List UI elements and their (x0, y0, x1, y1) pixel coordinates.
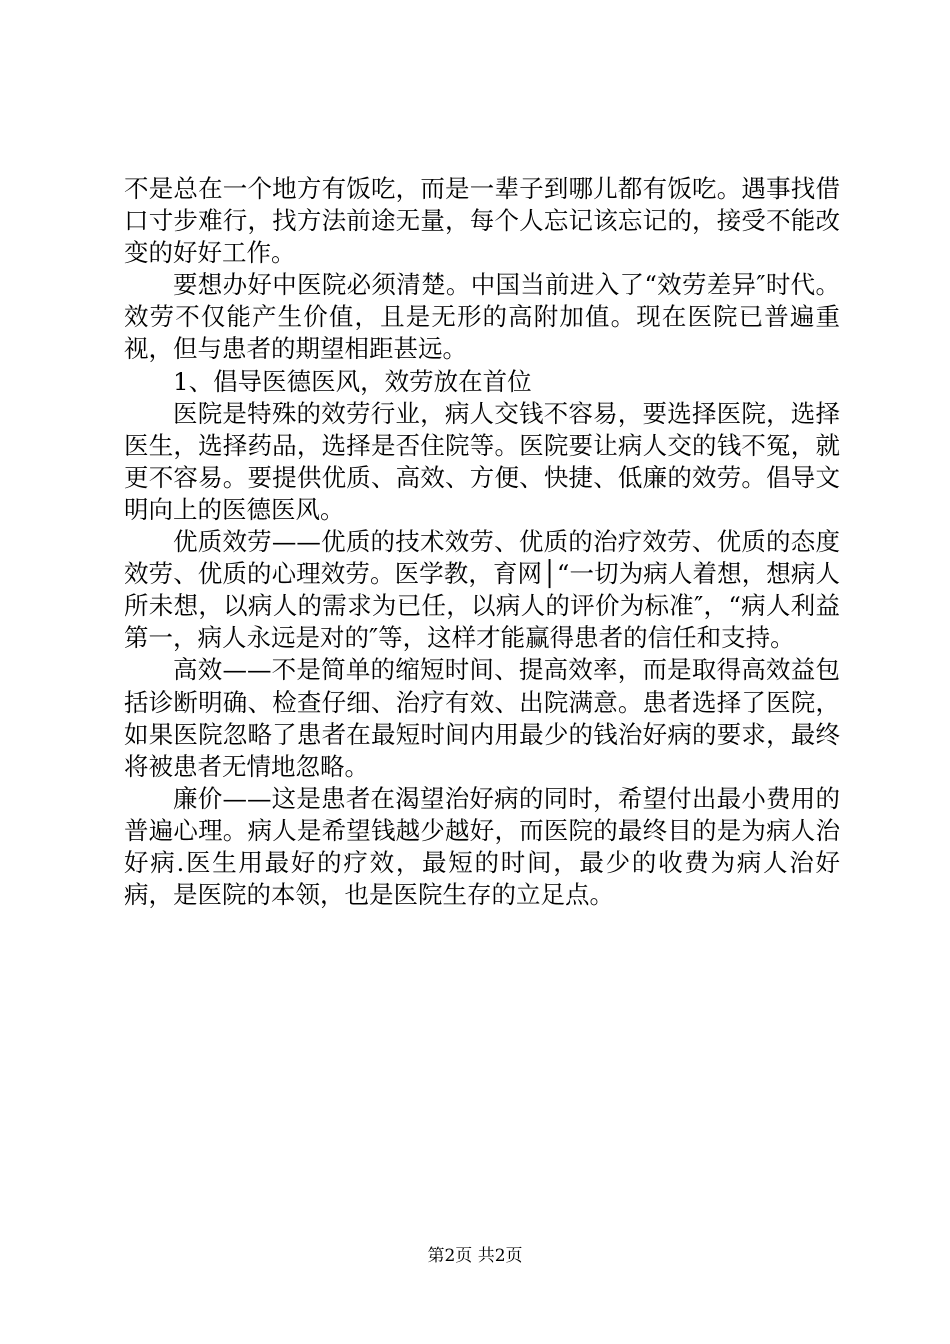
paragraph-3: 医院是特殊的效劳行业，病人交钱不容易，要选择医院，选择医生，选择药品，选择是否住院等。医院要让病人交的钱不冤，就更不容易。要提供优质、高效、方便、快捷、低廉的效劳。倡导文明向上的医德医风。 (124, 398, 840, 524)
paragraph-5: 高效——不是简单的缩短时间、提高效率，而是取得高效益包括诊断明确、检查仔细、治疗有效、出院满意。患者选择了医院，如果医院忽略了患者在最短时间内用最少的钱治好病的要求，最终将被患者无情地忽略。 (124, 655, 840, 781)
paragraph-1: 不是总在一个地方有饭吃，而是一辈子到哪儿都有饭吃。遇事找借口寸步难行，找方法前途无量，每个人忘记该忘记的，接受不能改变的好好工作。 (124, 174, 840, 268)
section-heading: 1、倡导医德医风，效劳放在首位 (173, 366, 532, 396)
paragraph-2: 要想办好中医院必须清楚。中国当前进入了“效劳差异″时代。效劳不仅能产生价值，且是无形的高附加值。现在医院已普遍重视，但与患者的期望相距甚远。 (124, 270, 840, 364)
paragraph-4: 优质效劳——优质的技术效劳、优质的治疗效劳、优质的态度效劳、优质的心理效劳。医学教，育网│“一切为病人着想，想病人所未想，以病人的需求为已任，以病人的评价为标准″，“病人利益第一，病人永远是对的″等，这样才能赢得患者的信任和支持。 (124, 527, 840, 653)
page-footer: 第2页 共2页 (427, 1246, 523, 1266)
document-body (124, 173, 840, 911)
paragraph-6: 廉价——这是患者在渴望治好病的同时，希望付出最小费用的普遍心理。病人是希望钱越少越好，而医院的最终目的是为病人治好病.医生用最好的疗效，最短的时间，最少的收费为病人治好病，是医院的本领，也是医院生存的立足点。 (124, 783, 840, 910)
